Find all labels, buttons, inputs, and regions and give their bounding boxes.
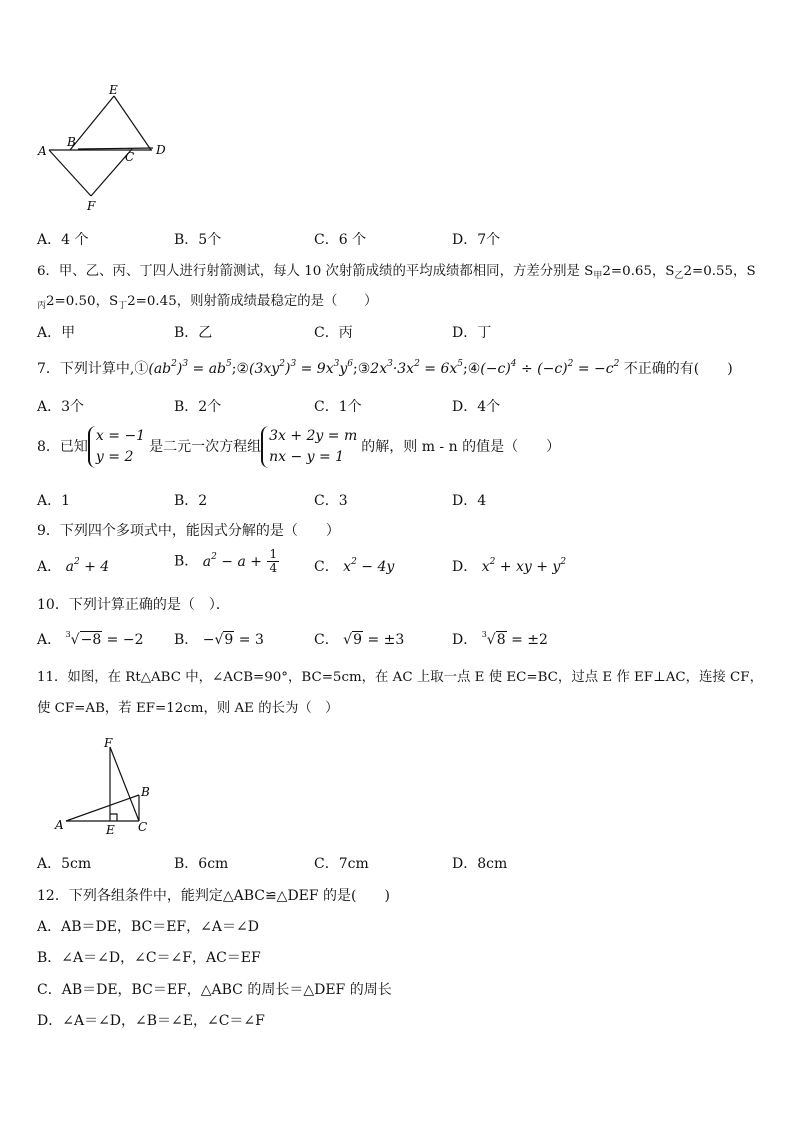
q6-stem-line2: $_丙$2=0.50，$S_丁2=0.45$，则射箭成绩最稳定的是（ ） [37,294,378,311]
q8-option-b[interactable]: B．2 [174,493,208,509]
figure-q11 [50,735,170,840]
q5-option-b[interactable]: B．5个 [174,232,222,248]
q7-option-b[interactable]: B．2个 [174,399,222,415]
q11-option-d[interactable]: D．8cm [452,856,508,872]
label-D: D [156,143,166,157]
q8-option-c[interactable]: C．3 [314,493,348,509]
q9-option-a[interactable]: A． $a^2 + 4$ [37,557,110,575]
label-C: C [138,820,148,834]
q6-option-b[interactable]: B．乙 [174,325,213,341]
label-A: A [38,144,47,158]
q12-stem: 12．下列各组条件中，能判定△ABC≌△DEF 的是( ) [37,888,390,904]
q9-option-b[interactable]: B． $a^2 - a$ + $\frac{1}{4}$ [174,547,278,575]
q10-stem: 10．下列计算正确的是（ ）． [37,597,230,613]
q7-option-a[interactable]: A．3个 [37,399,85,415]
q10-option-c[interactable]: C． √9 = ±3 [314,632,405,648]
q8-option-d[interactable]: D．4 [452,493,487,509]
q11-option-b[interactable]: B．6cm [174,856,229,872]
q12-option-a[interactable]: A．AB＝DE，BC＝EF，∠A＝∠D [37,919,259,935]
q11-option-c[interactable]: C．7cm [314,856,369,872]
label-F: F [104,736,113,750]
q9-option-c[interactable]: C． $x^2 - 4y$ [314,557,395,575]
q6-option-c[interactable]: C．丙 [314,325,353,341]
q6-stem-line1: 6．甲、乙、丙、丁四人进行射箭测试，每人 10 次射箭成绩的平均成绩都相同，方差分别是 $S_甲2=0.65$，$S_乙2=0.55$，S [37,264,756,281]
q11-stem-line2: 使 CF=AB，若 EF=12cm，则 AE 的长为（ ） [37,701,339,716]
label-E: E [106,823,115,837]
q7-option-d[interactable]: D．4个 [452,399,501,415]
q9-stem: 9．下列四个多项式中，能因式分解的是（ ） [37,523,340,539]
q8-option-a[interactable]: A．1 [37,493,71,509]
q7-option-c[interactable]: C．1个 [314,399,362,415]
q5-option-d[interactable]: D．7个 [452,232,501,248]
q6-option-d[interactable]: D．丁 [452,325,492,341]
label-E: E [109,83,118,97]
label-B: B [141,785,150,799]
label-B: B [67,135,76,149]
q11-stem-line1: 11．如图，在 Rt△ABC 中，∠ACB=90°，BC=5cm，在 AC 上取一点 E 使 EC=BC，过点 E 作 EF⊥AC，连接 CF， [37,670,763,685]
q9-option-d[interactable]: D． $x^2$ + xy + $y^2$ [452,557,567,575]
q6-option-a[interactable]: A．甲 [37,325,76,341]
q5-option-c[interactable]: C．6 个 [314,232,367,248]
q8-stem: 8．已知 x = −1 y = 2 是二元一次方程组 3x + 2y = m nx − y = 1 的解，则 m - n 的值是（ ） [37,426,560,468]
q5-option-a[interactable]: A．4 个 [37,232,89,248]
label-A: A [55,818,64,832]
q12-option-c[interactable]: C．AB＝DE，BC＝EF，△ABC 的周长＝△DEF 的周长 [37,982,392,998]
figure-q5 [30,82,180,217]
q12-option-d[interactable]: D．∠A＝∠D，∠B＝∠E，∠C＝∠F [37,1013,265,1029]
q7-stem: 7．下列计算中$,①(ab^2)^3$ = $ab^5;②(3xy^2)^3$ = $9x^3y^6;③2x^3\cdot 3x^2$ = $6x^5;④(-c)^4 \div (-c)^2 = -c^2$ 不正确的有( ) [37,359,733,377]
q10-option-b[interactable]: B． −√9 = 3 [174,632,264,648]
q10-option-a[interactable]: A． $^3$√−8 = −2 [37,630,144,648]
label-C: C [125,150,135,164]
label-F: F [87,199,96,213]
q12-option-b[interactable]: B．∠A＝∠D，∠C＝∠F，AC＝EF [37,950,261,966]
q11-option-a[interactable]: A．5cm [37,856,92,872]
q10-option-d[interactable]: D． $^3$√8 = ±2 [452,630,548,648]
